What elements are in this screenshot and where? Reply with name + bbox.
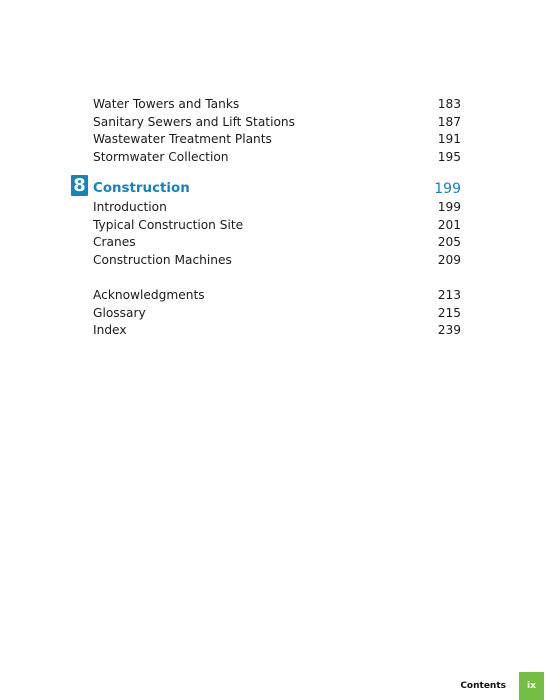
toc-entry-acknowledgments[interactable] — [93, 286, 461, 304]
toc-entry-cranes[interactable] — [93, 233, 461, 251]
chapter-title: Construction — [93, 181, 190, 196]
toc-entry-page: 205 — [437, 235, 461, 249]
toc-entry-page: 199 — [437, 200, 461, 214]
toc-entry-page: 195 — [437, 150, 461, 164]
toc-entry-title: Introduction — [93, 200, 167, 214]
toc-entry-typical-construction-site[interactable] — [93, 216, 461, 234]
toc-entry-title: Stormwater Collection — [93, 150, 229, 164]
toc-entry-water-towers[interactable] — [93, 95, 461, 113]
toc-entry-title: Wastewater Treatment Plants — [93, 132, 272, 146]
toc-entry-title: Sanitary Sewers and Lift Stations — [93, 115, 295, 129]
toc-entry-title: Typical Construction Site — [93, 218, 244, 232]
toc-entry-title: Acknowledgments — [93, 288, 205, 302]
toc-entry-page: 209 — [437, 253, 461, 267]
chapter-page: 199 — [434, 181, 461, 197]
toc-entry-sanitary-sewers[interactable] — [93, 113, 461, 131]
toc-entry-title: Glossary — [93, 306, 146, 320]
toc-entry-introduction[interactable] — [93, 198, 461, 216]
toc-chapter-construction[interactable] — [93, 178, 461, 200]
toc-entry-stormwater-collection[interactable] — [93, 148, 461, 166]
footer-page-number: ix — [527, 681, 536, 691]
toc-entry-title: Index — [93, 323, 127, 337]
toc-entry-page: 215 — [437, 306, 461, 320]
toc-entry-glossary[interactable] — [93, 304, 461, 322]
toc-entry-page: 201 — [437, 218, 461, 232]
toc-entry-construction-machines[interactable] — [93, 251, 461, 269]
footer-page-tab — [519, 672, 544, 700]
toc-entry-page: 183 — [437, 97, 461, 111]
toc-entry-page: 239 — [437, 323, 461, 337]
chapter-number-badge: 8 — [71, 175, 88, 196]
toc-entry-title: Cranes — [93, 235, 136, 249]
toc-entry-index[interactable] — [93, 321, 461, 339]
toc-entry-title: Water Towers and Tanks — [93, 97, 240, 111]
footer-section-label: Contents — [460, 681, 506, 691]
toc-entry-title: Construction Machines — [93, 253, 232, 267]
toc-entry-wastewater-treatment[interactable] — [93, 130, 461, 148]
toc-entry-page: 191 — [437, 132, 461, 146]
toc-entry-page: 213 — [437, 288, 461, 302]
toc-entry-page: 187 — [437, 115, 461, 129]
